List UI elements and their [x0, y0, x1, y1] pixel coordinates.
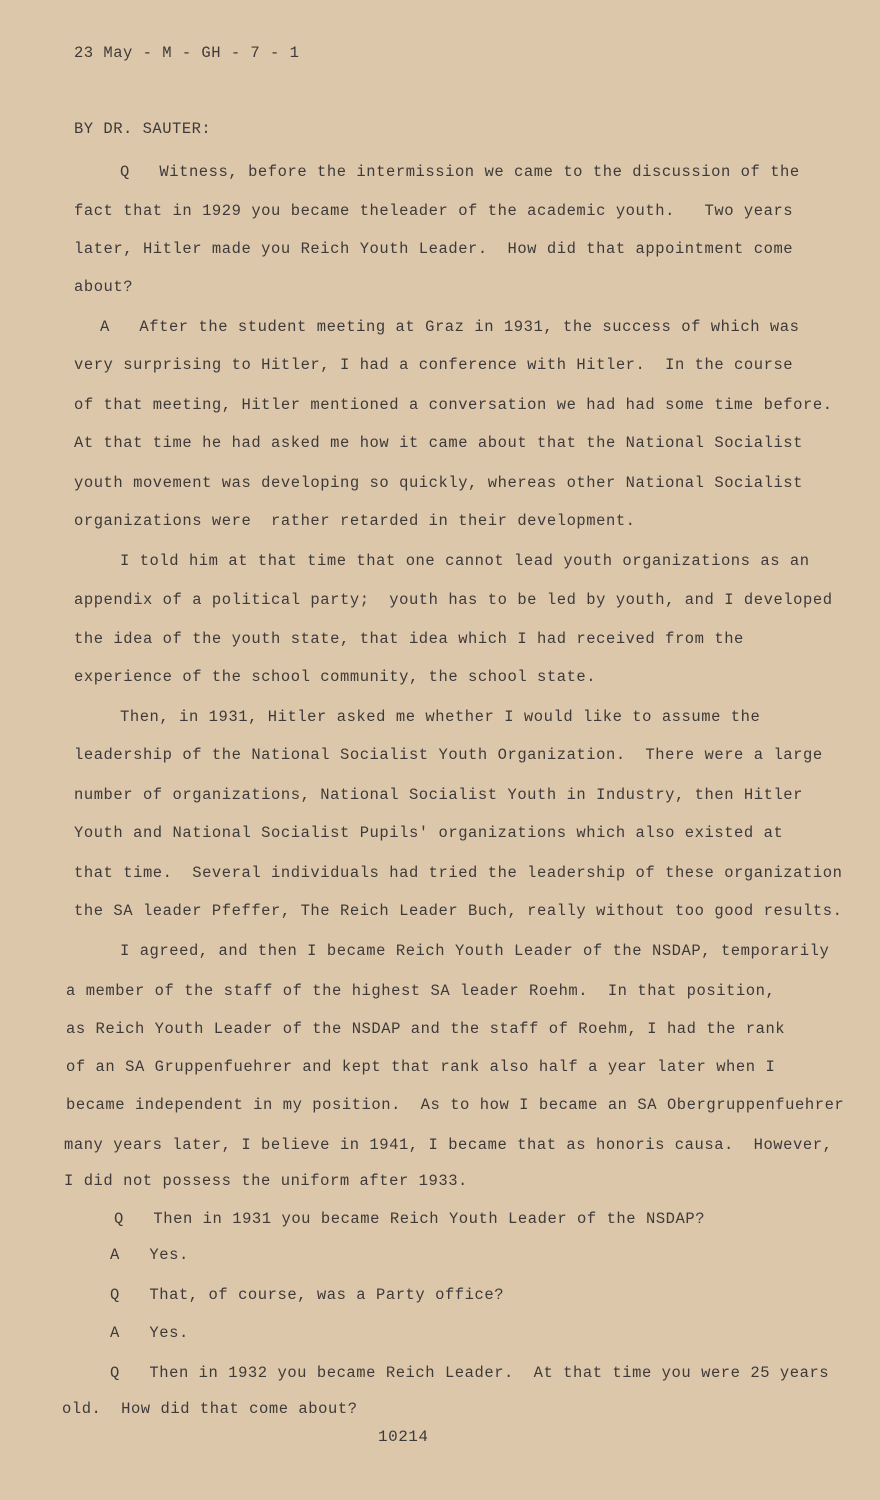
text-line: later, Hitler made you Reich Youth Leader. How did that appointment come: [74, 240, 794, 258]
text-line: number of organizations, National Socialist Youth in Industry, then Hitler: [74, 786, 804, 804]
text-line: leadership of the National Socialist Youth Organization. There were a large: [74, 746, 823, 764]
text-line: the idea of the youth state, that idea which I had received from the: [74, 630, 744, 648]
examiner-heading: BY DR. SAUTER:: [74, 120, 212, 138]
text-line: Then, in 1931, Hitler asked me whether I would like to assume the: [120, 708, 761, 726]
text-line: old. How did that come about?: [62, 1400, 358, 1418]
text-line: Q Then in 1932 you became Reich Leader. At that time you were 25 years: [110, 1364, 830, 1382]
page-number: 10214: [378, 1428, 429, 1446]
text-line: I told him at that time that one cannot lead youth organizations as an: [120, 552, 810, 570]
text-line: fact that in 1929 you became theleader of the academic youth. Two years: [74, 202, 794, 220]
text-line: the SA leader Pfeffer, The Reich Leader Buch, really without too good results.: [74, 902, 843, 920]
text-line: At that time he had asked me how it came about that the National Socialist: [74, 434, 804, 452]
text-line: that time. Several individuals had tried the leadership of these organization: [74, 864, 843, 882]
text-line: Q That, of course, was a Party office?: [110, 1286, 505, 1304]
text-line: became independent in my position. As to how I became an SA Obergruppenfuehrer: [66, 1096, 845, 1114]
text-line: about?: [74, 278, 134, 296]
text-line: of that meeting, Hitler mentioned a conversation we had had some time before.: [74, 396, 833, 414]
text-line: A After the student meeting at Graz in 1931, the success of which was: [100, 318, 800, 336]
text-line: a member of the staff of the highest SA leader Roehm. In that position,: [66, 982, 776, 1000]
text-line: as Reich Youth Leader of the NSDAP and the staff of Roehm, I had the rank: [66, 1020, 786, 1038]
text-line: Q Witness, before the intermission we came to the discussion of the: [120, 163, 800, 181]
text-line: very surprising to Hitler, I had a conference with Hitler. In the course: [74, 356, 794, 374]
text-line: youth movement was developing so quickly, whereas other National Socialist: [74, 474, 804, 492]
text-line: Q Then in 1931 you became Reich Youth Leader of the NSDAP?: [114, 1210, 706, 1228]
page-header: 23 May - M - GH - 7 - 1: [74, 44, 300, 62]
text-line: organizations were rather retarded in their development.: [74, 512, 636, 530]
text-line: A Yes.: [110, 1324, 189, 1342]
text-line: of an SA Gruppenfuehrer and kept that rank also half a year later when I: [66, 1058, 776, 1076]
text-line: A Yes.: [110, 1246, 189, 1264]
text-line: Youth and National Socialist Pupils' organizations which also existed at: [74, 824, 784, 842]
text-line: experience of the school community, the school state.: [74, 668, 597, 686]
text-line: I agreed, and then I became Reich Youth Leader of the NSDAP, temporarily: [120, 942, 830, 960]
text-line: I did not possess the uniform after 1933.: [64, 1172, 468, 1190]
text-line: many years later, I believe in 1941, I became that as honoris causa. However,: [64, 1136, 833, 1154]
text-line: appendix of a political party; youth has to be led by youth, and I developed: [74, 591, 833, 609]
